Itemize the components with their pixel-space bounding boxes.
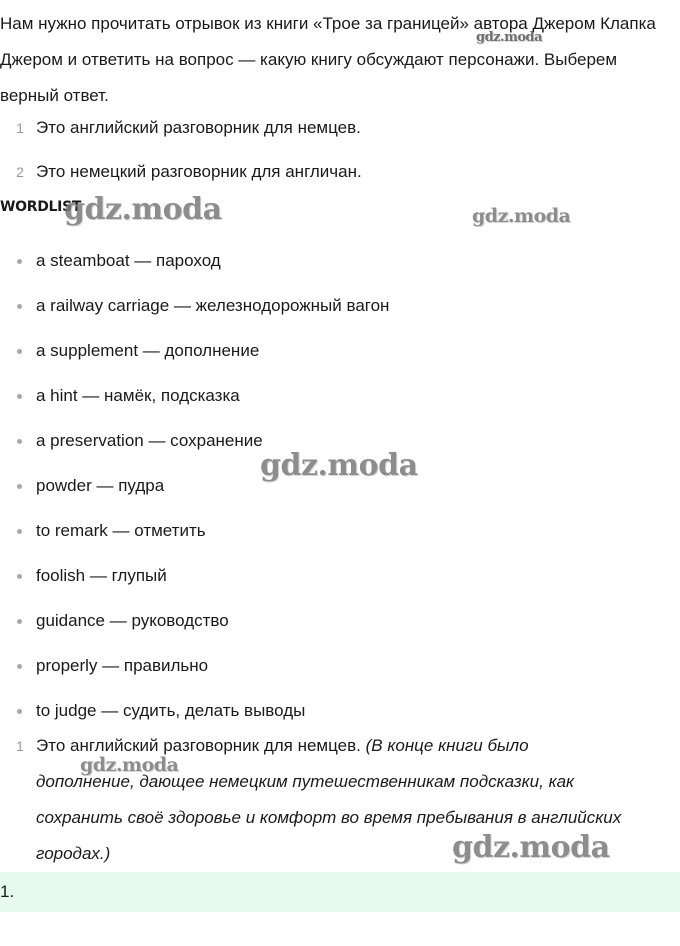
wordlist-entry: to remark — отметить [36, 521, 206, 540]
wordlist-item [0, 602, 680, 647]
answer-number: 1 [16, 738, 24, 754]
answer-explanation: сохранить своё здоровье и комфорт во время пребывания в английских [36, 808, 622, 827]
wordlist-entry: to judge — судить, делать выводы [36, 701, 306, 720]
option-item [0, 110, 680, 154]
wordlist-item [0, 332, 680, 377]
watermark: gdz.moda [64, 192, 222, 227]
bullet-icon [17, 394, 22, 399]
bullet-icon [17, 349, 22, 354]
answer-explanation: дополнение, дающее немецким путешественникам подсказки, как [36, 772, 575, 791]
answer-explanation: (В конце книги было [365, 736, 529, 755]
wordlist-entry: powder — пудра [36, 476, 165, 495]
wordlist-entry: foolish — глупый [36, 566, 167, 585]
wordlist-item [0, 287, 680, 332]
wordlist-item [0, 242, 680, 287]
bullet-icon [17, 709, 22, 714]
bullet-icon [17, 619, 22, 624]
wordlist-entry: a railway carriage — железнодорожный вагон [36, 296, 390, 315]
watermark: gdz.moda [472, 205, 571, 227]
intro-text: Нам нужно прочитать отрывок из книги «Трое за границей» автора Джером Клапка Джером и ответить на вопрос — какую книгу обсуждают персонажи. Выберем верный ответ. [0, 14, 656, 105]
answer-explanation: городах.) [36, 844, 111, 863]
bullet-icon [17, 529, 22, 534]
wordlist-item [0, 377, 680, 422]
wordlist-entry: a supplement — дополнение [36, 341, 260, 360]
wordlist-entry: a hint — намёк, подсказка [36, 386, 240, 405]
wordlist-entry: a steamboat — пароход [36, 251, 221, 270]
answer-text: Это английский разговорник для немцев. [36, 736, 361, 755]
result-text: 1. [0, 882, 15, 901]
bullet-icon [17, 259, 22, 264]
bullet-icon [17, 574, 22, 579]
option-text: Это английский разговорник для немцев. [36, 118, 361, 137]
wordlist-item [0, 647, 680, 692]
wordlist-item [0, 512, 680, 557]
wordlist-entry: guidance — руководство [36, 611, 229, 630]
watermark: gdz.moda [80, 754, 179, 776]
wordlist-heading: WORDLIST [0, 199, 82, 215]
wordlist-entry: a preservation — сохранение [36, 431, 263, 450]
watermark: gdz.moda [260, 448, 418, 483]
option-text: Это немецкий разговорник для англичан. [36, 162, 362, 181]
result-bar [0, 872, 680, 912]
watermark: gdz.moda [476, 30, 543, 45]
bullet-icon [17, 439, 22, 444]
option-number: 2 [16, 164, 24, 180]
bullet-icon [17, 484, 22, 489]
watermark: gdz.moda [452, 830, 610, 865]
wordlist [0, 242, 680, 737]
bullet-icon [17, 664, 22, 669]
option-number: 1 [16, 120, 24, 136]
answer-options [0, 110, 680, 198]
wordlist-item [0, 557, 680, 602]
wordlist-entry: properly — правильно [36, 656, 209, 675]
bullet-icon [17, 304, 22, 309]
